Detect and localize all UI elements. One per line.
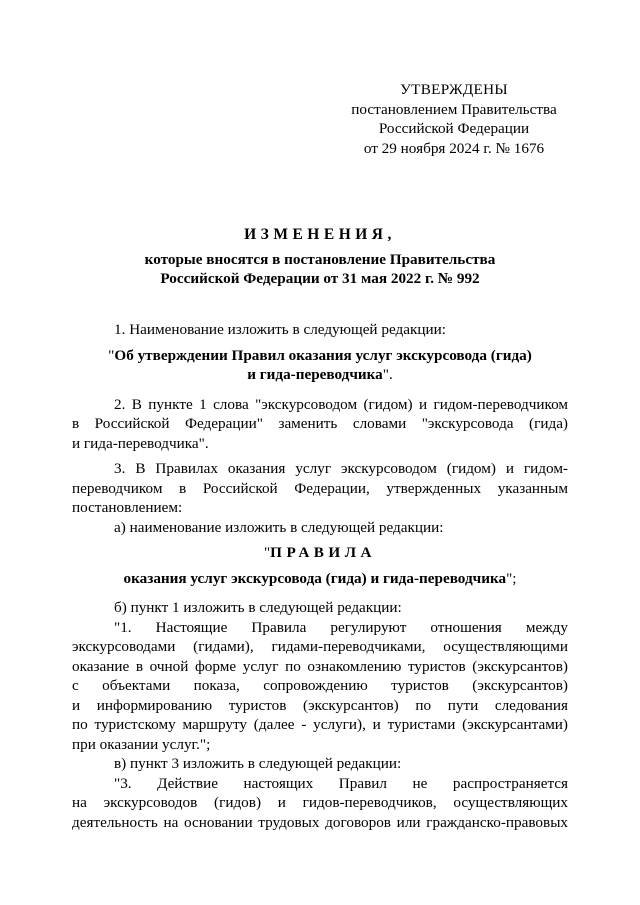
item-b: б) пункт 1 изложить в следующей редакции: [114, 599, 402, 616]
approval-line-3: Российской Федерации [378, 120, 530, 137]
item-v-quote-line-3: деятельность на основании трудовых договоров или гражданско-правовых [72, 813, 568, 831]
approval-stamp-block [340, 80, 568, 158]
item-b-quote-line-2: экскурсоводами (гидами), гидами-переводчиками, осуществляющими [72, 638, 568, 655]
rules-quote-close: "; [506, 569, 517, 587]
document-body [72, 320, 568, 832]
item-b-quote-line-1: "1. Настоящие Правила регулируют отношения между [114, 618, 568, 636]
item-a: а) наименование изложить в следующей редакции: [114, 518, 444, 536]
quote-close: ". [382, 366, 393, 383]
item-b-quote-line-5: и информированию туристов (экскурсантов) по пути следования [72, 696, 568, 714]
item-1-new-title-cont [72, 365, 568, 385]
rules-subtitle-text: оказания услуг экскурсовода (гида) и гида-переводчика [123, 569, 507, 587]
item-v-quote-line-1: "3. Действие настоящих Правил не распространяется [114, 774, 568, 792]
item-v: в) пункт 3 изложить в следующей редакции: [114, 755, 402, 772]
item-b-quote-line-7: при оказании услуг."; [72, 735, 211, 753]
rules-heading: ПРАВИЛА [270, 544, 377, 561]
new-title-line-2: и гида-переводчика [247, 366, 383, 383]
item-v-quote-line-2: на экскурсоводов (гидов) и гидов-переводчиков, осуществляющих [72, 794, 568, 811]
item-2-line-2: в Российской Федерации" заменить словами "экскурсовода (гида) [72, 415, 568, 432]
approval-line-2: постановлением Правительства [351, 100, 557, 118]
item-1-new-title [72, 346, 568, 366]
item-2-line-1: 2. В пункте 1 слова "экскурсоводом (гидом) и гидом-переводчиком [114, 395, 568, 413]
document-title: ИЗМЕНЕНИЯ, [244, 226, 396, 243]
rules-title [72, 543, 568, 563]
item-1: 1. Наименование изложить в следующей редакции: [114, 321, 446, 338]
approval-date: от 29 ноября 2024 г. № 1676 [363, 139, 545, 157]
rules-quote-open: " [263, 544, 271, 561]
rules-subtitle [72, 569, 568, 589]
document-subtitle [72, 250, 568, 288]
subtitle-line-2: Российской Федерации от 31 мая 2022 г. № 992 [160, 270, 480, 287]
quote-open: " [108, 346, 115, 364]
new-title-line-1: Об утверждении Правил оказания услуг экскурсовода (гида) [114, 346, 532, 364]
item-3-line-3: постановлением: [72, 499, 183, 516]
item-b-quote-line-3: оказание в очной форме услуг по ознакомлению туристов (экскурсантов) [72, 657, 568, 675]
item-3-line-2: переводчиком в Российской Федерации, утвержденных указанным [72, 479, 568, 497]
item-2-line-3: и гида-переводчика". [72, 434, 209, 452]
item-b-quote-line-6: по туристскому маршруту (далее - услуги), и туристами (экскурсантами) [72, 716, 568, 733]
approval-heading: УТВЕРЖДЕНЫ [400, 81, 508, 98]
subtitle-line-1: которые вносятся в постановление Правительства [144, 251, 496, 268]
item-b-quote-line-4: с объектами показа, сопровождению туристов (экскурсантов) [72, 677, 568, 694]
item-3-line-1: 3. В Правилах оказания услуг экскурсоводом (гидом) и гидом- [114, 460, 568, 477]
